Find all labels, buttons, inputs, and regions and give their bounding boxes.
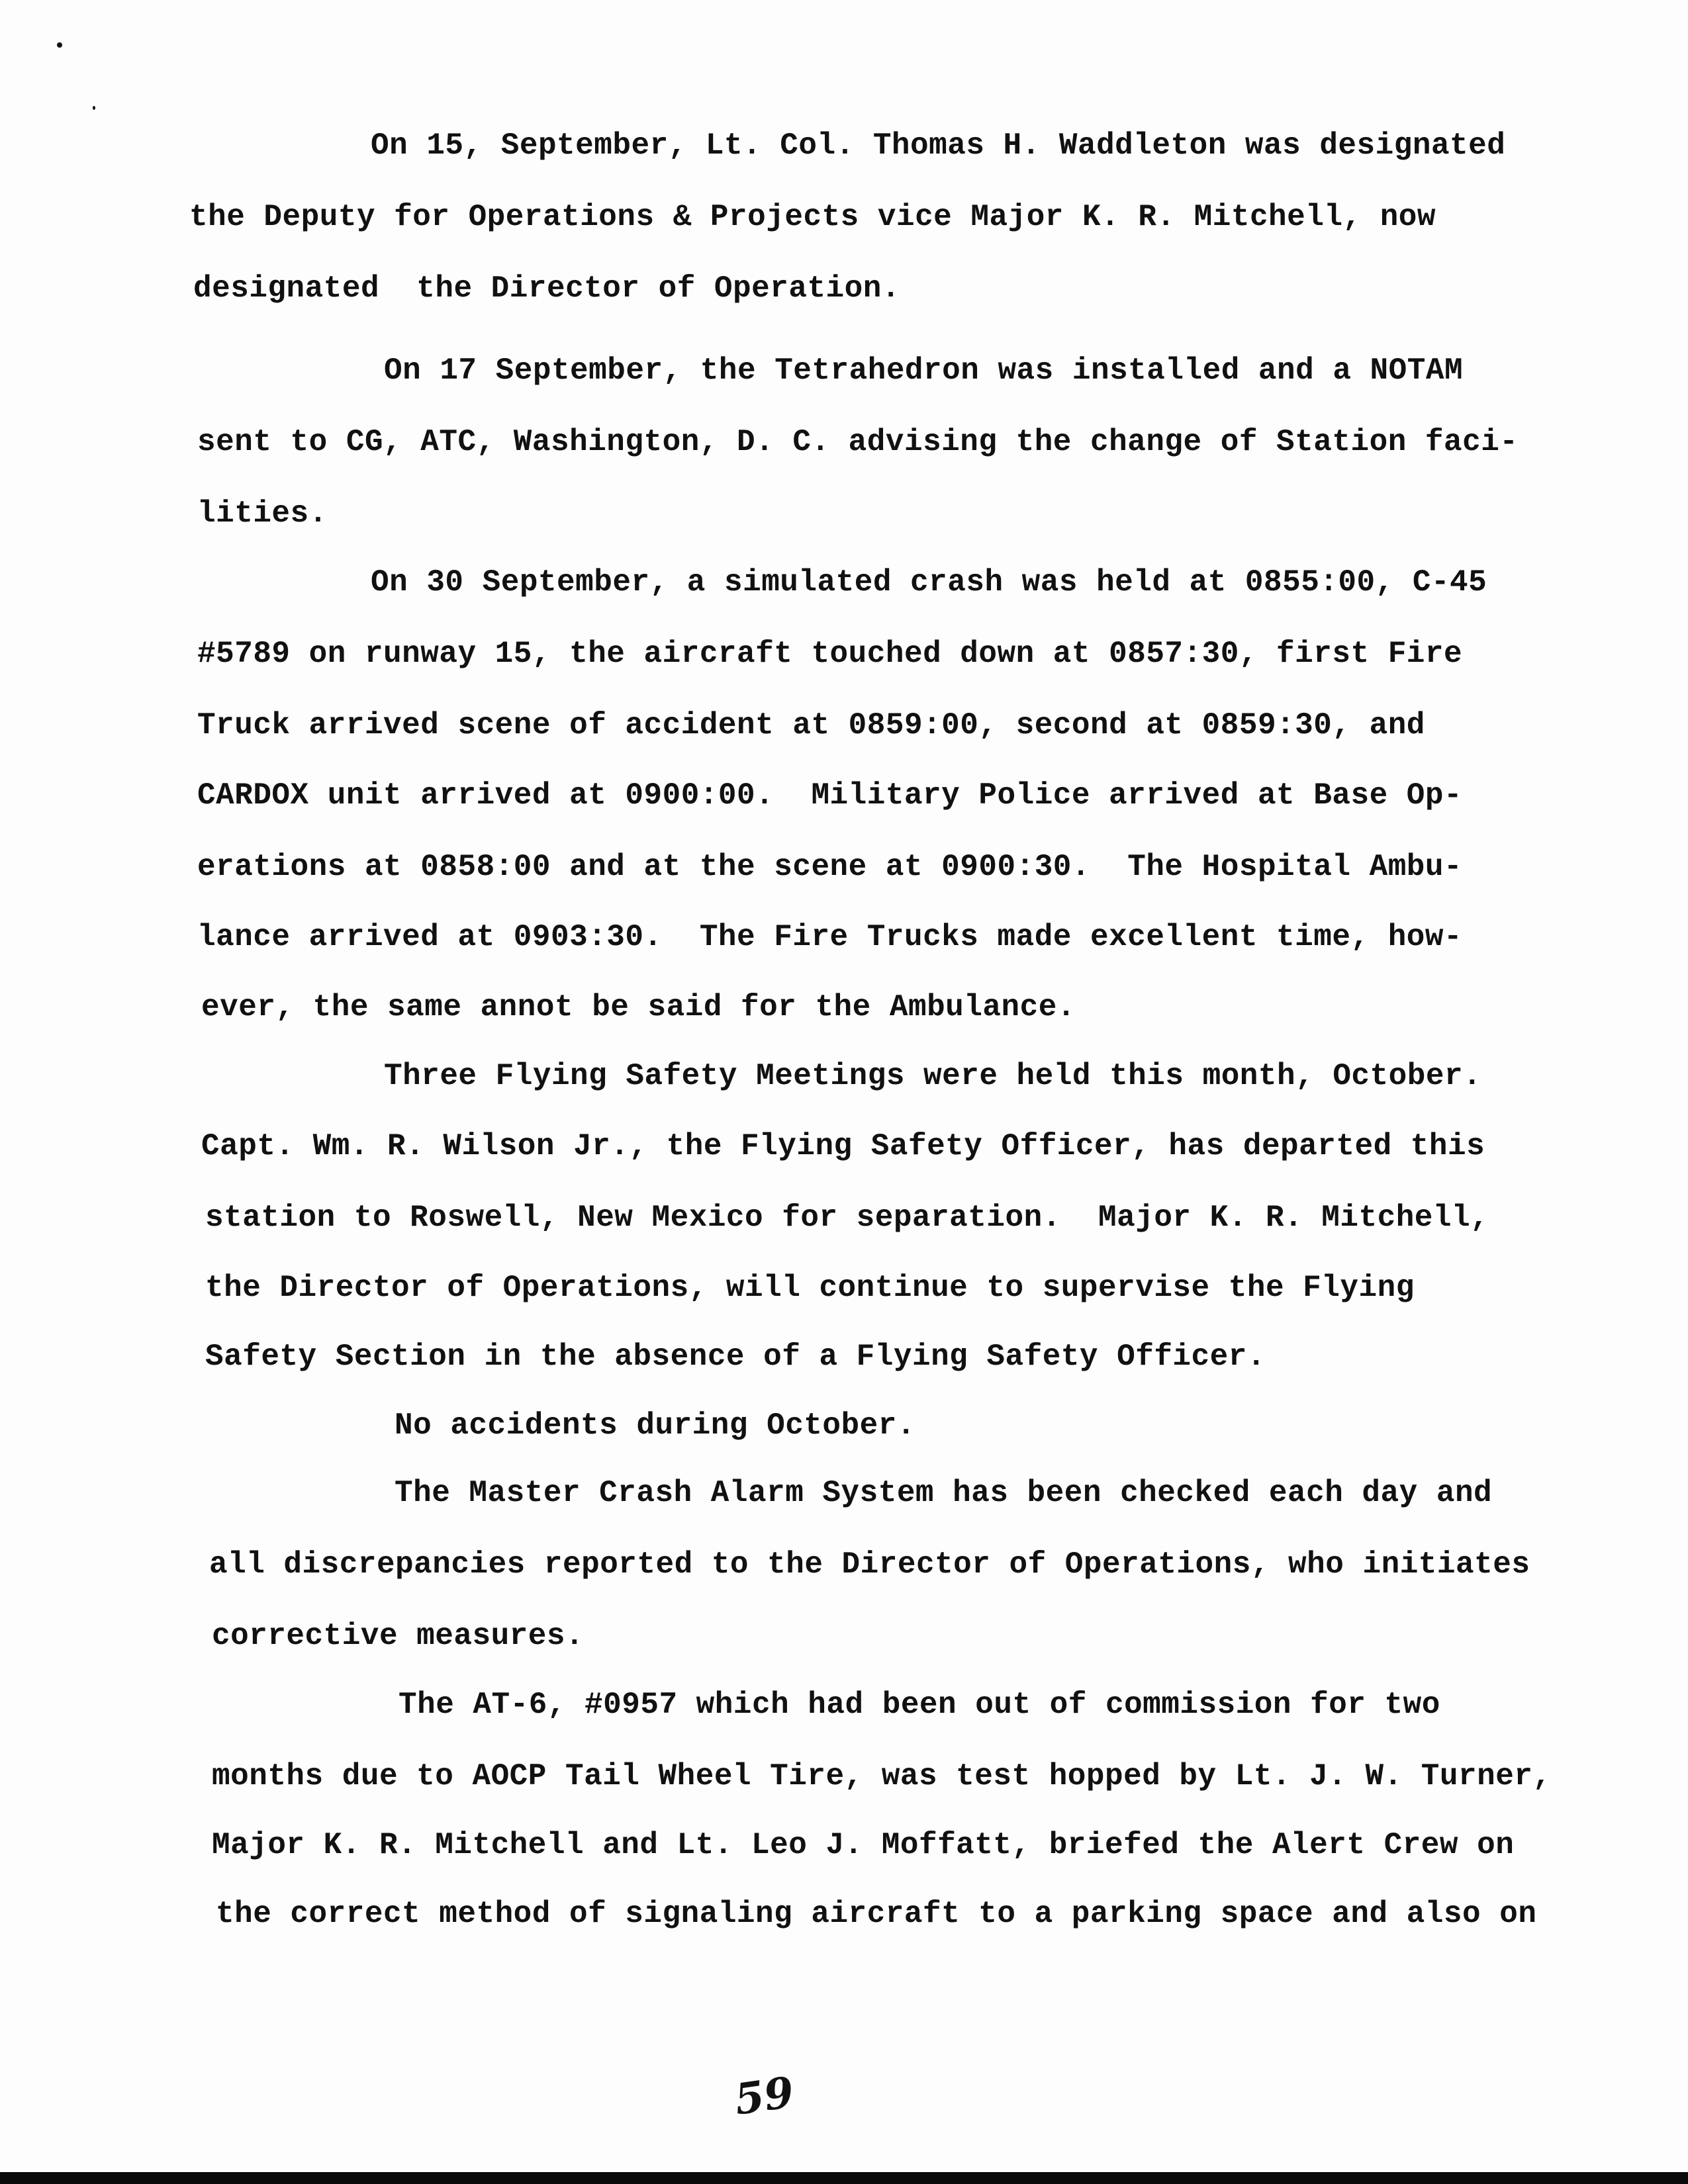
text-line: Capt. Wm. R. Wilson Jr., the Flying Safety Officer, has departed this xyxy=(201,1129,1485,1163)
text-line: Truck arrived scene of accident at 0859:00, second at 0859:30, and xyxy=(197,708,1425,743)
page-number: 59 xyxy=(731,2068,797,2125)
text-line: Three Flying Safety Meetings were held this month, October. xyxy=(384,1059,1482,1093)
text-line: CARDOX unit arrived at 0900:00. Military Police arrived at Base Op- xyxy=(197,778,1463,813)
text-line: sent to CG, ATC, Washington, D. C. advising the change of Station faci- xyxy=(197,425,1519,459)
text-line: #5789 on runway 15, the aircraft touched down at 0857:30, first Fire xyxy=(197,637,1463,671)
text-line: months due to AOCP Tail Wheel Tire, was test hopped by Lt. J. W. Turner, xyxy=(212,1759,1552,1794)
text-line: designated the Director of Operation. xyxy=(193,271,900,306)
text-line: ever, the same annot be said for the Ambulance. xyxy=(201,990,1076,1024)
text-line: corrective measures. xyxy=(212,1619,585,1653)
text-line: No accidents during October. xyxy=(395,1408,915,1443)
scan-speck xyxy=(93,106,95,110)
text-line: all discrepancies reported to the Director of Operations, who initiates xyxy=(209,1547,1530,1582)
text-line: On 17 September, the Tetrahedron was installed and a NOTAM xyxy=(384,353,1464,388)
text-line: On 30 September, a simulated crash was held at 0855:00, C-45 xyxy=(371,565,1487,600)
text-line: The Master Crash Alarm System has been checked each day and xyxy=(395,1476,1493,1510)
text-line: station to Roswell, New Mexico for separation. Major K. R. Mitchell, xyxy=(205,1201,1489,1235)
text-line: erations at 0858:00 and at the scene at 0900:30. The Hospital Ambu- xyxy=(197,850,1463,884)
text-line: the Director of Operations, will continue to supervise the Flying xyxy=(205,1271,1415,1305)
text-line: the Deputy for Operations & Projects vice Major K. R. Mitchell, now xyxy=(189,200,1436,234)
text-line: Safety Section in the absence of a Flying Safety Officer. xyxy=(205,1340,1266,1374)
text-line: lance arrived at 0903:30. The Fire Trucks made excellent time, how- xyxy=(197,920,1463,954)
text-line: On 15, September, Lt. Col. Thomas H. Waddleton was designated xyxy=(371,128,1506,163)
scan-speck xyxy=(57,42,62,48)
text-line: The AT-6, #0957 which had been out of commission for two xyxy=(399,1688,1440,1722)
text-line: Major K. R. Mitchell and Lt. Leo J. Moffatt, briefed the Alert Crew on xyxy=(212,1828,1515,1862)
scan-bottom-edge xyxy=(0,2172,1688,2184)
text-line: the correct method of signaling aircraft to a parking space and also on xyxy=(216,1897,1537,1931)
text-line: lities. xyxy=(197,496,328,531)
